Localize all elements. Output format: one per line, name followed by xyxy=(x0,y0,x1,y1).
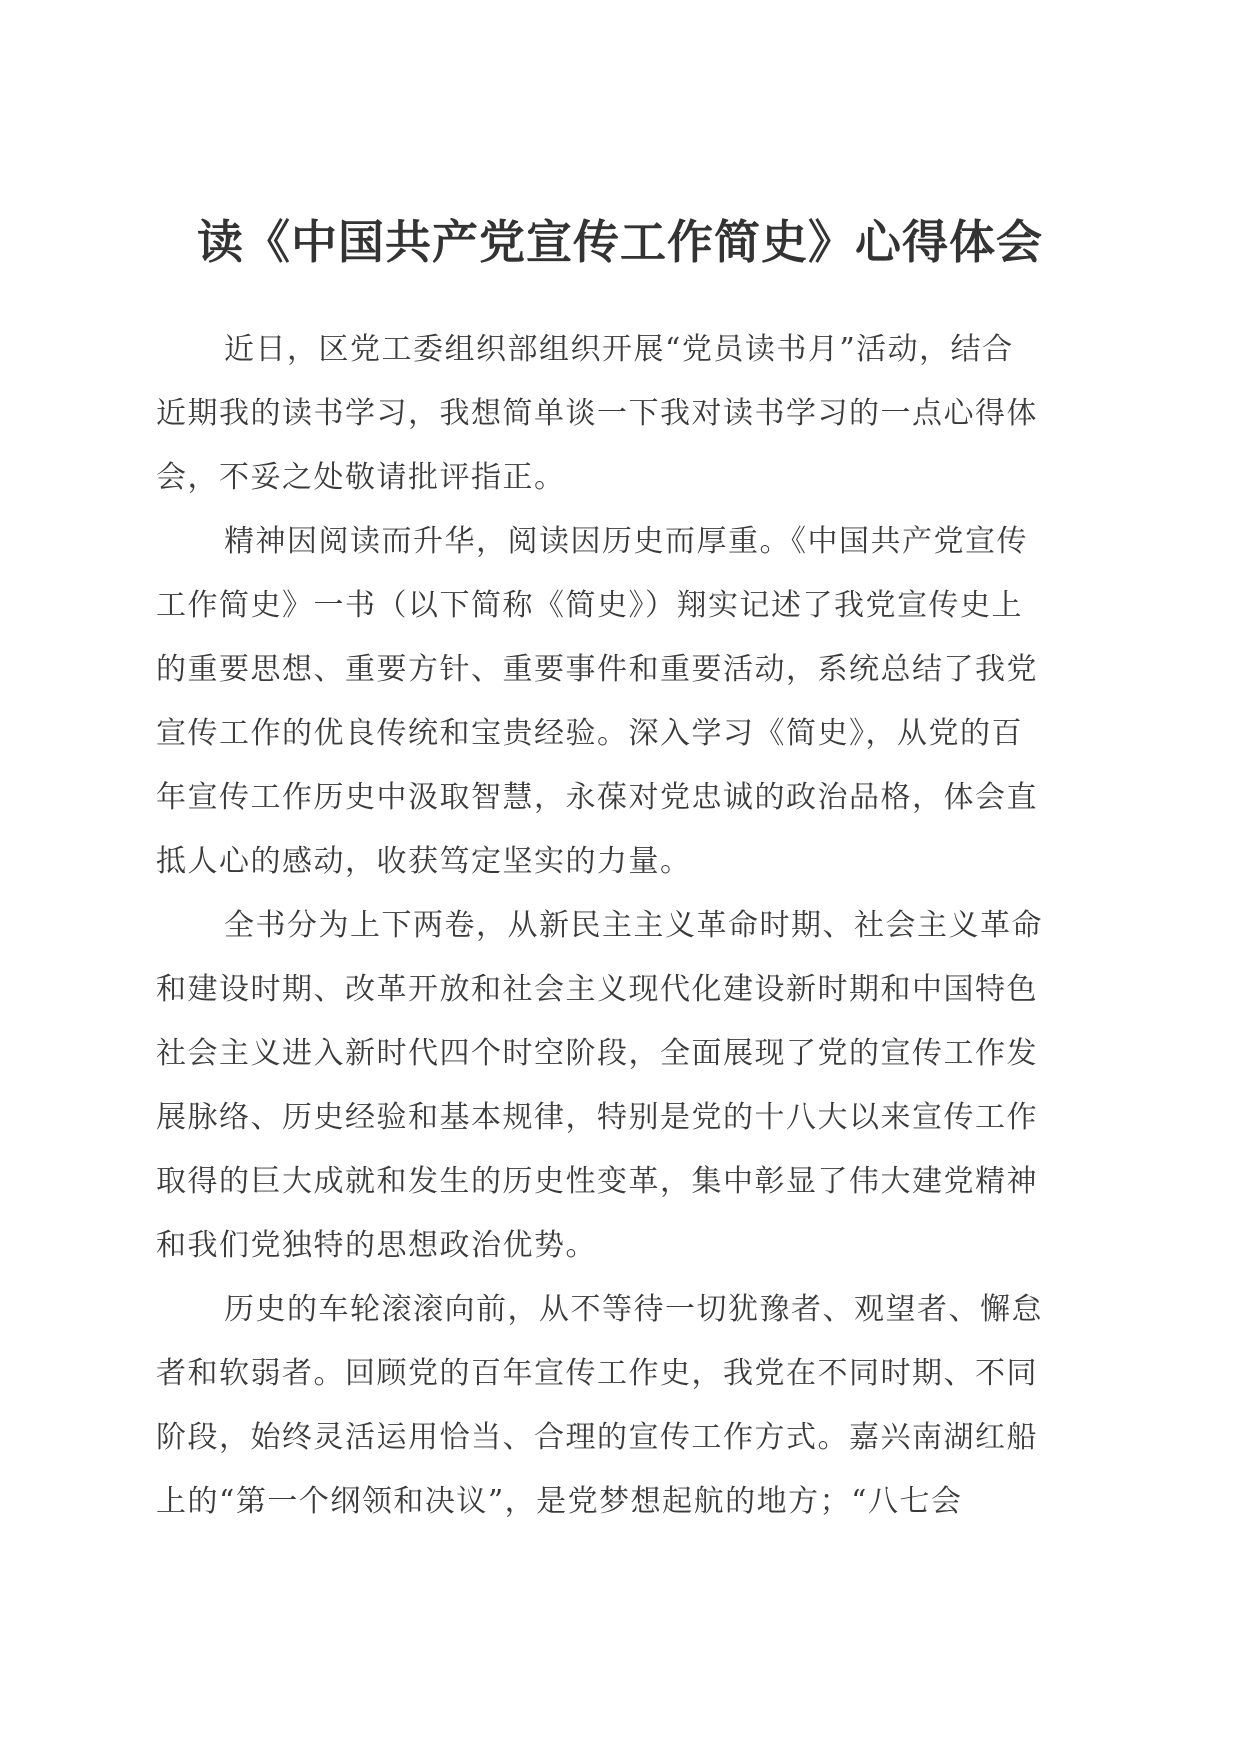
paragraph-3 xyxy=(156,894,1066,1278)
page-title: 读《中国共产党宣传工作简史》心得体会 xyxy=(197,215,1043,269)
text-line: 取得的巨大成就和发生的历史性变革，集中彰显了伟大建党精神 xyxy=(156,1164,1038,1199)
text-line: 和我们党独特的思想政治优势。 xyxy=(156,1228,597,1263)
text-line: 展脉络、历史经验和基本规律，特别是党的十八大以来宣传工作 xyxy=(156,1100,1038,1135)
text-line: 上的“第一个纲领和决议”，是党梦想起航的地方；“八七会 xyxy=(156,1484,963,1519)
paragraph-2 xyxy=(156,510,1066,894)
text-line: 年宣传工作历史中汲取智慧，永葆对党忠诚的政治品格，体会直 xyxy=(156,780,1038,815)
text-line: 社会主义进入新时代四个时空阶段，全面展现了党的宣传工作发 xyxy=(156,1036,1038,1071)
text-line: 者和软弱者。回顾党的百年宣传工作史，我党在不同时期、不同 xyxy=(156,1356,1038,1391)
text-line: 近期我的读书学习，我想简单谈一下我对读书学习的一点心得体 xyxy=(156,396,1038,431)
document-body xyxy=(156,318,1066,1534)
text-line: 阶段，始终灵活运用恰当、合理的宣传工作方式。嘉兴南湖红船 xyxy=(156,1420,1038,1455)
text-line: 抵人心的感动，收获笃定坚实的力量。 xyxy=(156,844,692,879)
text-line: 的重要思想、重要方针、重要事件和重要活动，系统总结了我党 xyxy=(156,652,1038,687)
text-line: 全书分为上下两卷，从新民主主义革命时期、社会主义革命 xyxy=(224,908,1043,943)
text-line: 宣传工作的优良传统和宝贵经验。深入学习《简史》，从党的百 xyxy=(156,716,1023,751)
paragraph-4 xyxy=(156,1278,1066,1534)
text-line: 近日，区党工委组织部组织开展“党员读书月”活动，结合 xyxy=(224,332,1014,367)
text-line: 和建设时期、改革开放和社会主义现代化建设新时期和中国特色 xyxy=(156,972,1038,1007)
text-line: 精神因阅读而升华，阅读因历史而厚重。《中国共产党宣传 xyxy=(224,524,1028,559)
text-line: 历史的车轮滚滚向前，从不等待一切犹豫者、观望者、懈怠 xyxy=(224,1292,1043,1327)
paragraph-1 xyxy=(156,318,1066,510)
text-line: 工作简史》一书（以下简称《简史》）翔实记述了我党宣传史上 xyxy=(156,588,1023,623)
text-line: 会，不妥之处敬请批评指正。 xyxy=(156,460,566,495)
